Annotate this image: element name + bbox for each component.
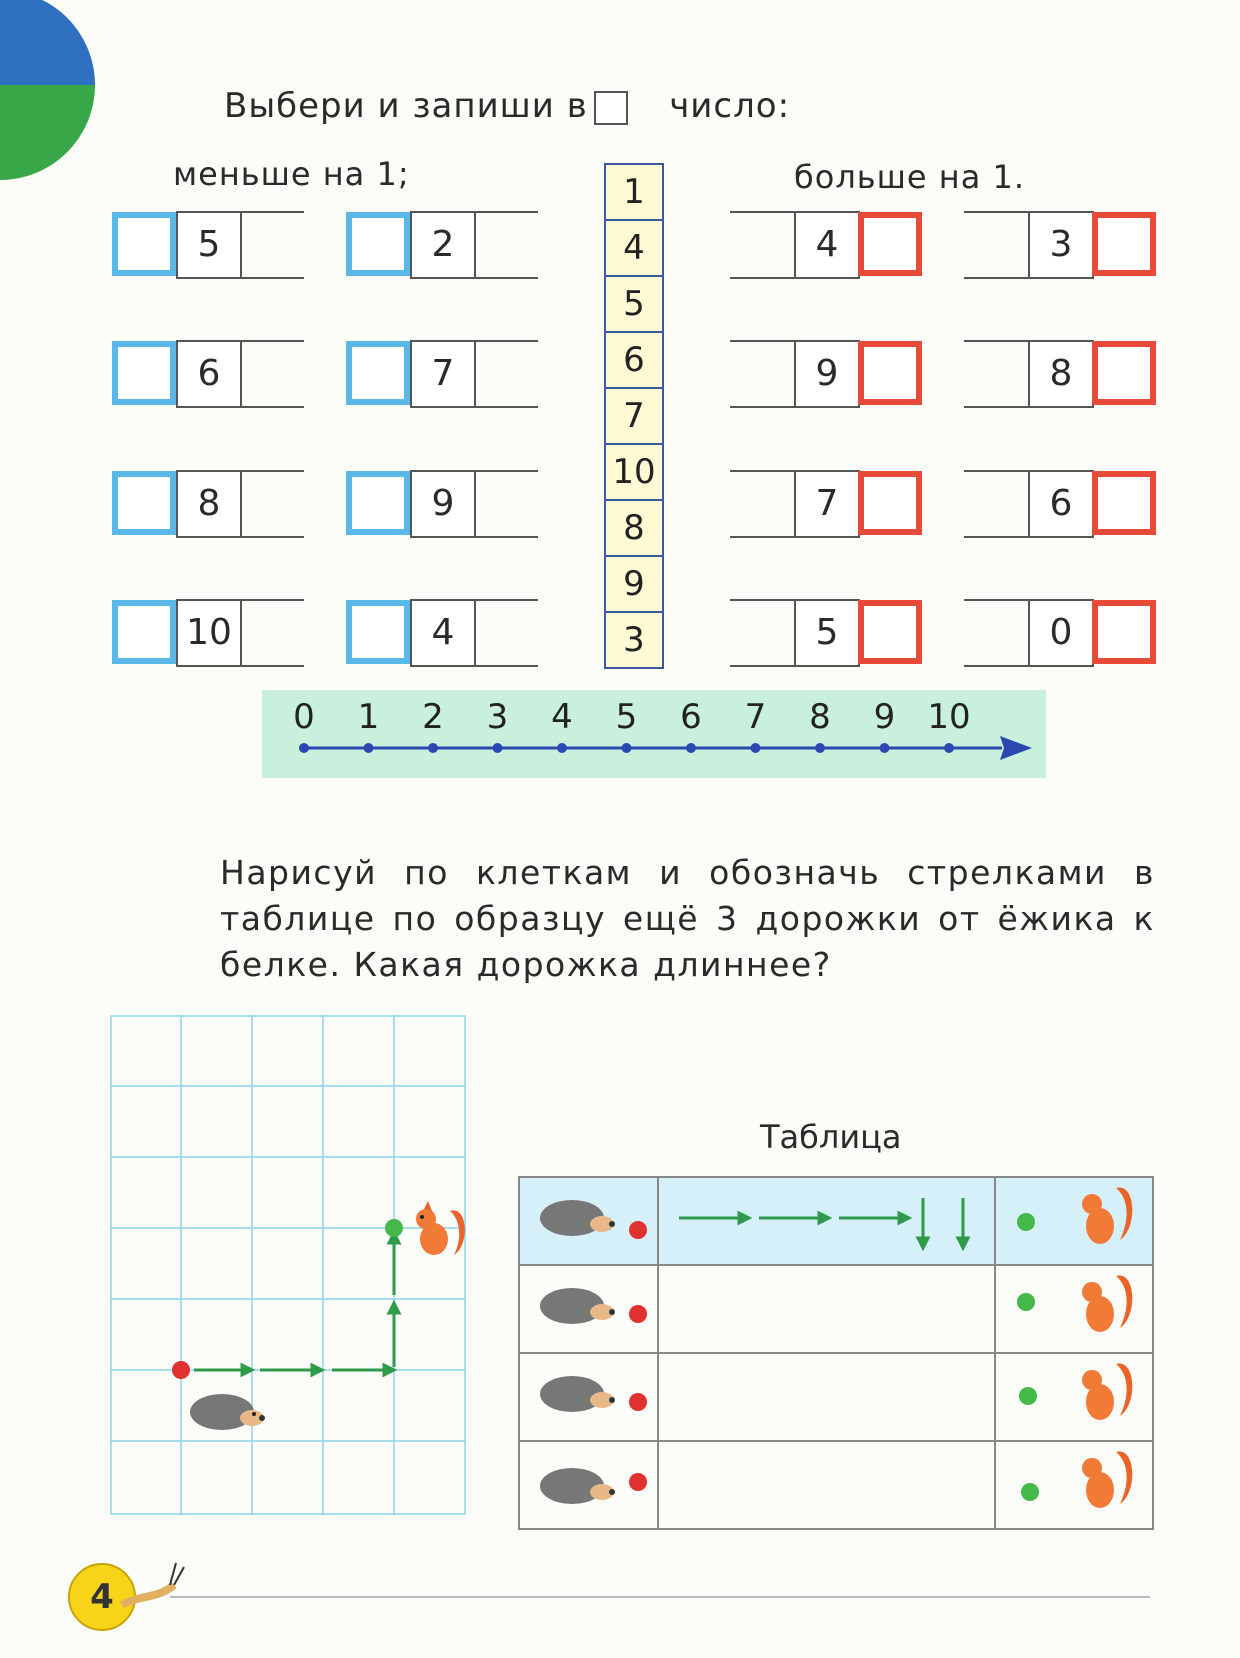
- less-label: меньше на 1;: [173, 155, 410, 193]
- number-line-label: 6: [680, 697, 702, 737]
- given-number: 5: [176, 211, 242, 279]
- given-number: 9: [410, 470, 476, 538]
- number-line-tick: [364, 743, 374, 753]
- given-number: 9: [794, 340, 860, 408]
- number-line-tick: [622, 743, 632, 753]
- given-number: 8: [176, 470, 242, 538]
- number-column-cell: 3: [623, 620, 645, 660]
- number-line-label: 4: [551, 697, 573, 737]
- answer-box-more[interactable]: [1092, 471, 1156, 535]
- empty-box-icon: [594, 91, 628, 125]
- number-line-tick: [557, 743, 567, 753]
- hedgehog-icon: [520, 1442, 657, 1524]
- end-cell: [995, 1353, 1153, 1441]
- exercise-row: [346, 212, 546, 278]
- number-line-label: 0: [293, 697, 315, 737]
- given-number: 6: [176, 340, 242, 408]
- exercise-row: [112, 471, 312, 537]
- number-line-tick: [880, 743, 890, 753]
- number-column-cell: 8: [606, 501, 662, 557]
- answer-box-more[interactable]: [1092, 212, 1156, 276]
- start-cell: [519, 1177, 658, 1265]
- exercise-row: [730, 212, 930, 278]
- number-line-label: 10: [927, 697, 971, 737]
- exercise-row: [964, 341, 1164, 407]
- given-number: 6: [1028, 470, 1094, 538]
- footer-divider: [170, 1596, 1150, 1598]
- start-cell: [519, 1265, 658, 1353]
- number-line-tick: [944, 743, 954, 753]
- number-line-tick: [751, 743, 761, 753]
- given-number: 10: [176, 599, 242, 667]
- given-number: 8: [1028, 340, 1094, 408]
- task1-title-text-end: число:: [669, 86, 791, 126]
- answer-box-less[interactable]: [346, 471, 410, 535]
- exercise-row: [346, 600, 546, 666]
- row-line: [240, 599, 304, 667]
- answer-box-less[interactable]: [112, 341, 176, 405]
- number-line: [262, 690, 1046, 778]
- given-number: 3: [1028, 211, 1094, 279]
- number-line-tick: [299, 743, 309, 753]
- number-line-tick: [428, 743, 438, 753]
- answer-box-more[interactable]: [858, 471, 922, 535]
- row-line: [730, 470, 794, 538]
- table-title: Таблица: [760, 1118, 902, 1156]
- row-line: [474, 340, 538, 408]
- table-row: [519, 1177, 1153, 1265]
- answer-box-less[interactable]: [112, 212, 176, 276]
- answer-box-more[interactable]: [858, 600, 922, 664]
- more-label: больше на 1.: [794, 158, 1025, 196]
- row-line: [964, 211, 1028, 279]
- number-column-cell: 6: [606, 333, 662, 389]
- number-line-label: 3: [486, 697, 509, 737]
- row-line: [730, 599, 794, 667]
- answer-box-less[interactable]: [112, 600, 176, 664]
- example-arrows: [659, 1178, 994, 1260]
- exercise-row: [730, 341, 930, 407]
- given-number: 0: [1028, 599, 1094, 667]
- given-number: 2: [410, 211, 476, 279]
- squirrel-icon: [996, 1178, 1152, 1260]
- row-line: [474, 211, 538, 279]
- row-line: [240, 470, 304, 538]
- path-table: [518, 1176, 1154, 1530]
- number-column-cell: 9: [606, 557, 662, 613]
- row-line: [240, 211, 304, 279]
- number-column: [604, 163, 664, 669]
- number-line-label: 8: [809, 697, 831, 737]
- exercise-row: [964, 471, 1164, 537]
- given-number: 7: [410, 340, 476, 408]
- corner-decoration: [0, 0, 95, 180]
- exercise-row: [112, 341, 312, 407]
- number-line-tick: [815, 743, 825, 753]
- exercise-row: [964, 212, 1164, 278]
- row-line: [474, 470, 538, 538]
- exercise-row: [730, 471, 930, 537]
- number-line-arrow-icon: [1000, 736, 1032, 760]
- number-line-tick: [493, 743, 503, 753]
- end-cell: [995, 1441, 1153, 1529]
- row-line: [964, 599, 1028, 667]
- task1-title: [224, 86, 790, 126]
- start-cell: [519, 1353, 658, 1441]
- number-column-cell: 1: [606, 165, 662, 221]
- number-column-cell: 7: [606, 389, 662, 445]
- exercise-row: [346, 471, 546, 537]
- table-row: [519, 1353, 1153, 1441]
- number-line-label: 2: [422, 697, 444, 737]
- squirrel-icon: [996, 1354, 1152, 1436]
- path-cell-answer[interactable]: [658, 1441, 995, 1529]
- page-number: 4: [68, 1563, 136, 1631]
- number-line-label: 7: [744, 697, 767, 737]
- table-row: [519, 1265, 1153, 1353]
- answer-box-more[interactable]: [1092, 600, 1156, 664]
- number-line-svg: [262, 690, 1046, 778]
- answer-box-more[interactable]: [858, 341, 922, 405]
- path-cell-answer[interactable]: [658, 1353, 995, 1441]
- answer-box-more[interactable]: [1092, 341, 1156, 405]
- given-number: 7: [794, 470, 860, 538]
- task1-title-text: Выбери и запиши в: [224, 86, 588, 126]
- start-cell: [519, 1441, 658, 1529]
- number-column-cell: 10: [606, 445, 662, 501]
- answer-box-more[interactable]: [858, 212, 922, 276]
- number-line-label: 5: [615, 697, 638, 737]
- row-line: [964, 340, 1028, 408]
- table-row: [519, 1441, 1153, 1529]
- number-column-cell: 5: [606, 277, 662, 333]
- number-line-label: 9: [873, 697, 896, 737]
- hedgehog-icon: [520, 1266, 657, 1348]
- hedgehog-icon: [520, 1178, 657, 1260]
- path-cell-answer[interactable]: [658, 1265, 995, 1353]
- row-line: [240, 340, 304, 408]
- number-line-label: 1: [357, 697, 380, 737]
- exercise-row: [730, 600, 930, 666]
- row-line: [730, 340, 794, 408]
- squirrel-icon: [996, 1266, 1152, 1348]
- row-line: [474, 599, 538, 667]
- given-number: 5: [794, 599, 860, 667]
- answer-box-less[interactable]: [346, 600, 410, 664]
- row-line: [964, 470, 1028, 538]
- exercise-row: [964, 600, 1164, 666]
- exercise-row: [346, 341, 546, 407]
- end-cell: [995, 1177, 1153, 1265]
- grid-drawing-area[interactable]: [110, 1015, 466, 1515]
- given-number: 4: [410, 599, 476, 667]
- exercise-row: [112, 600, 312, 666]
- answer-box-less[interactable]: [112, 471, 176, 535]
- squirrel-icon: [996, 1442, 1152, 1524]
- task2-text: Нарисуй по клеткам и обозначь стрелками в таблице по образцу ещё 3 дорожки от ёжика к белке. Какая дорожка длиннее?: [220, 853, 1155, 984]
- number-line-tick: [686, 743, 696, 753]
- hedgehog-icon: [520, 1354, 657, 1436]
- answer-box-less[interactable]: [346, 341, 410, 405]
- path-cell-example: [658, 1177, 995, 1265]
- answer-box-less[interactable]: [346, 212, 410, 276]
- end-cell: [995, 1265, 1153, 1353]
- row-line: [730, 211, 794, 279]
- snail-icon: [118, 1555, 188, 1615]
- number-column-cell: 4: [606, 221, 662, 277]
- exercise-row: [112, 212, 312, 278]
- given-number: 4: [794, 211, 860, 279]
